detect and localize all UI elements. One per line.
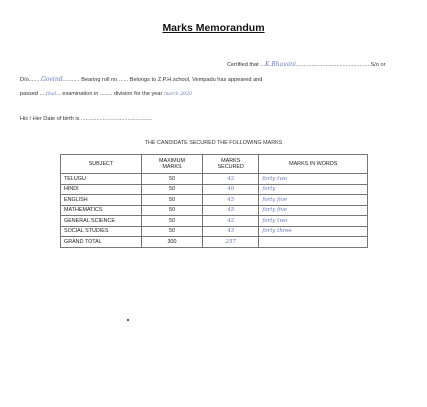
table-heading: THE CANDIDATE SECURED THE FOLLOWING MARKS (144, 140, 283, 146)
max-cell: 50 (141, 184, 202, 195)
secured-cell: 40 (203, 184, 259, 195)
header-words: MARKS IN WORDS (259, 155, 368, 174)
table-row (61, 195, 368, 206)
certified-line (227, 61, 386, 68)
header-maximum-line2: MARKS (162, 164, 182, 170)
secured-cell: 257 (203, 237, 259, 248)
secured-cell: 45 (203, 195, 259, 206)
words-cell: forty three (259, 226, 368, 237)
do-line (20, 76, 262, 83)
name-dots-post: ............................................... (295, 62, 369, 68)
header-maximum (141, 155, 202, 174)
header-secured-line1: MARKS (221, 157, 241, 164)
table-row (61, 226, 368, 237)
subject-cell: ENGLISH (61, 195, 142, 206)
relation-label: S/o or (370, 62, 386, 68)
words-cell (259, 237, 368, 248)
father-dots: ........... Bearing roll no ...... Belongs to Z.P.H.school, Vempadu has appeared and (62, 77, 263, 83)
table-header-row (61, 155, 368, 174)
certified-label: Certified that (227, 62, 259, 68)
header-subject: SUBJECT (61, 155, 142, 174)
table-row-total (61, 237, 368, 248)
words-cell: forty five (259, 205, 368, 216)
max-cell: 50 (141, 205, 202, 216)
name-dots-pre: ... (260, 62, 265, 68)
father-name: Govind (41, 76, 63, 83)
subject-cell: HINDI (61, 184, 142, 195)
words-cell: forty two (259, 216, 368, 227)
subject-cell: MATHEMATICS (61, 205, 142, 216)
secured-cell: 42 (203, 216, 259, 227)
passed-post: ... examination in ........ division for the year (56, 91, 163, 97)
stray-dot (127, 319, 129, 321)
words-cell: forty (259, 184, 368, 195)
max-cell: 50 (141, 226, 202, 237)
table-row (61, 174, 368, 185)
max-cell: 50 (141, 174, 202, 185)
page-title: Marks Memorandum (162, 22, 265, 34)
max-cell: 50 (141, 216, 202, 227)
candidate-name: K.Bhavani (264, 61, 296, 68)
dob-line: His / Her Date of birth is .............................................. (20, 116, 153, 122)
words-cell: forty two (259, 174, 368, 185)
header-secured (203, 155, 259, 174)
exam-year: march 2020 (163, 92, 192, 97)
table-row (61, 184, 368, 195)
table-row (61, 216, 368, 227)
do-label: D/o........ (20, 77, 42, 83)
table-row (61, 205, 368, 216)
words-cell: forty five (259, 195, 368, 206)
header-secured-line2: SECURED (217, 164, 244, 170)
marks-table (60, 154, 368, 248)
subject-cell: GRAND TOTAL (61, 237, 142, 248)
passed-line (20, 91, 192, 97)
max-cell: 300 (141, 237, 202, 248)
subject-cell: SOCIAL STUDIES (61, 226, 142, 237)
secured-cell: 43 (203, 226, 259, 237)
secured-cell: 42 (203, 174, 259, 185)
secured-cell: 45 (203, 205, 259, 216)
passed-label: passed .... (20, 91, 46, 97)
subject-cell: GENERAL SCIENCE (61, 216, 142, 227)
exam-name: final (45, 92, 57, 97)
subject-cell: TELUGU (61, 174, 142, 185)
max-cell: 50 (141, 195, 202, 206)
header-maximum-line1: MAXIMUM (158, 157, 186, 164)
